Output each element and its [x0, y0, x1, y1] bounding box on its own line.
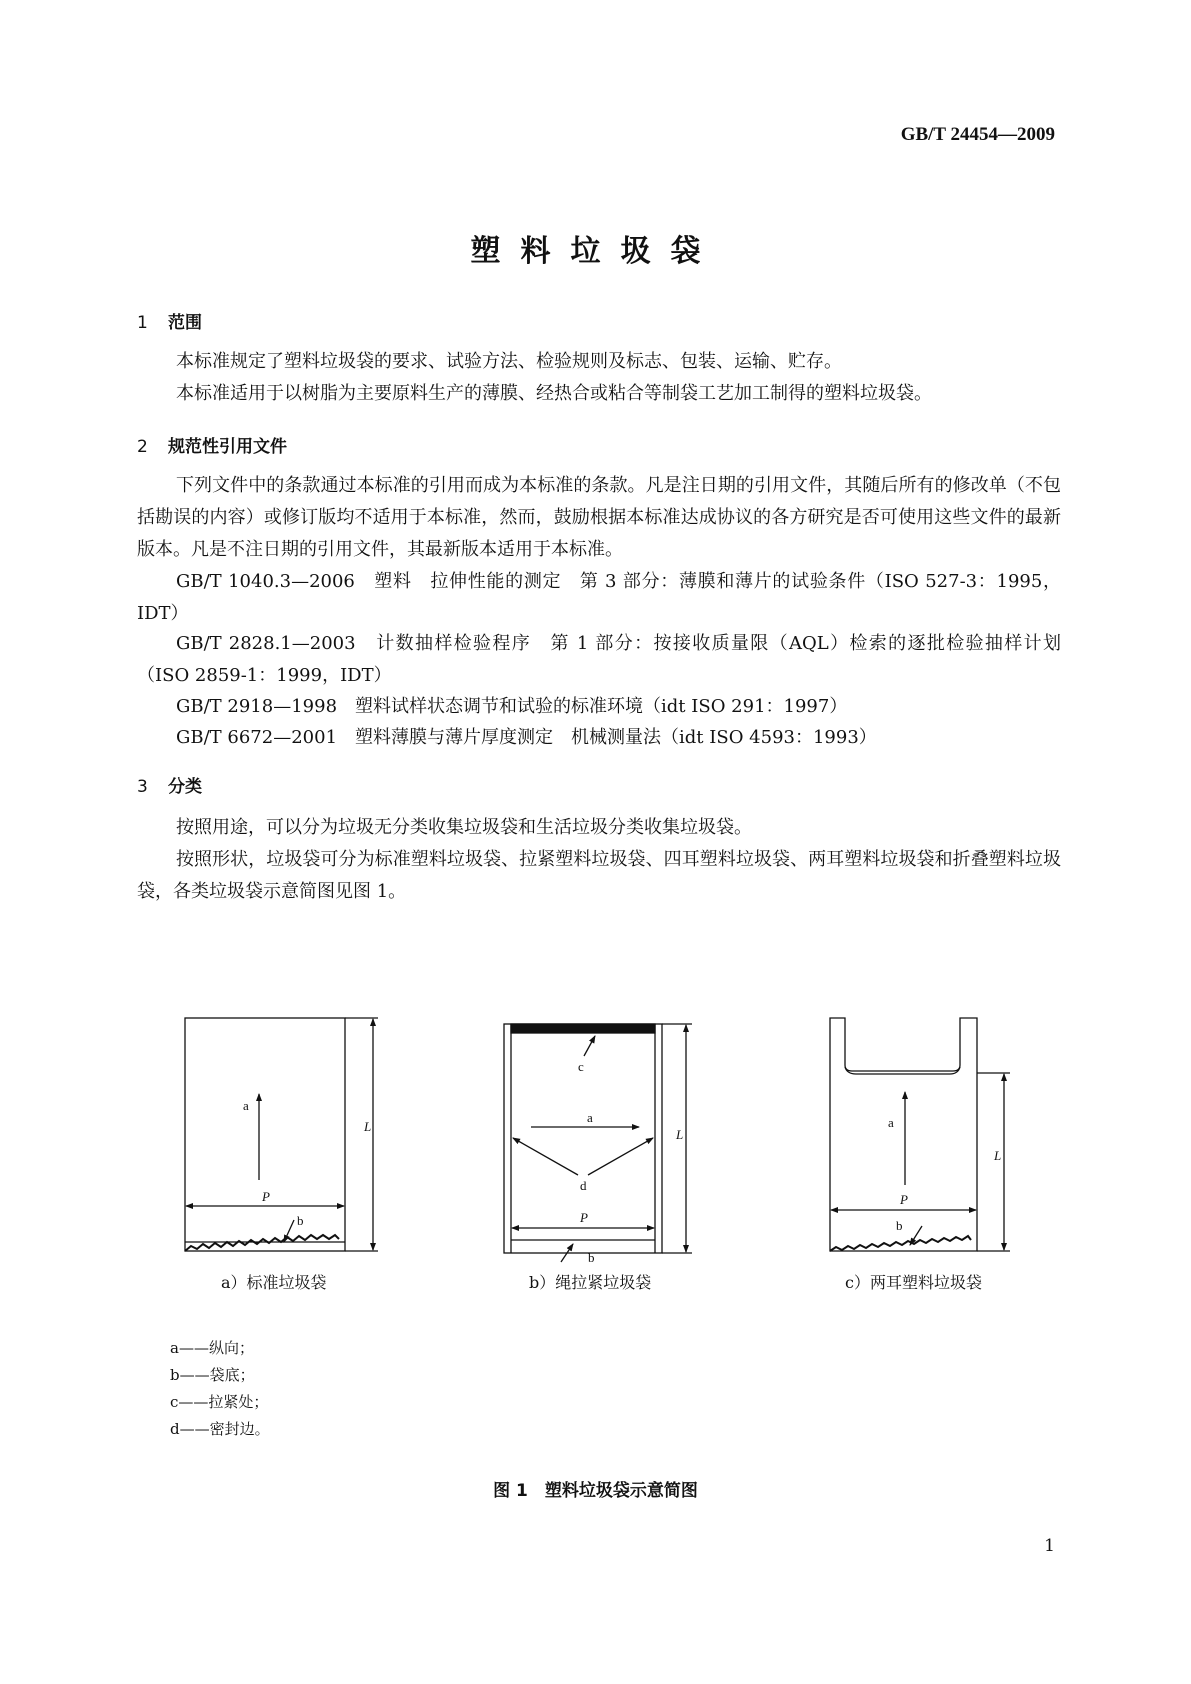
section-number: 2: [137, 437, 148, 457]
reference-item: GB/T 2918—1998 塑料试样状态调节和试验的标准环境（idt ISO 291：1997）: [176, 696, 848, 717]
label-d: d: [580, 1178, 587, 1193]
section-number: 3: [137, 777, 148, 797]
key-item: c——拉紧处；: [170, 1393, 269, 1411]
subcaption-a: a）标准垃圾袋: [221, 1273, 327, 1292]
paragraph: 按照形状，垃圾袋可分为标准塑料垃圾袋、拉紧塑料垃圾袋、四耳塑料垃圾袋、两耳塑料垃圾袋和折叠塑料垃圾袋，各类垃圾袋示意简图见图 1。: [137, 849, 1061, 902]
label-P: P: [262, 1189, 270, 1204]
key-item: d——密封边。: [170, 1420, 270, 1438]
label-a: a: [243, 1098, 249, 1113]
bag-bottom-crease: [830, 1236, 971, 1251]
bag-b-drawstring: [504, 1024, 692, 1262]
section-title: 范围: [168, 313, 202, 333]
label-b: b: [896, 1218, 903, 1233]
label-b: b: [297, 1213, 304, 1228]
seal-leader-left: [513, 1138, 578, 1175]
label-a: a: [587, 1110, 593, 1125]
paragraph: 下列文件中的条款通过本标准的引用而成为本标准的条款。凡是注日期的引用文件，其随后所有的修改单（不包括勘误的内容）或修订版均不适用于本标准，然而，鼓励根据本标准达成协议的各方研究是否可使用这些文件的最新版本。凡是不注日期的引用文件，其最新版本适用于本标准。: [137, 475, 1061, 560]
document-title: 塑料垃圾袋: [470, 234, 721, 269]
label-P: P: [580, 1210, 588, 1225]
seal-leader-right: [588, 1138, 653, 1175]
label-L: L: [994, 1148, 1002, 1163]
section-title: 规范性引用文件: [168, 437, 287, 457]
bag-outline: [185, 1018, 345, 1251]
standard-code: GB/T 24454—2009: [900, 124, 1055, 145]
subcaption-b: b）绳拉紧垃圾袋: [529, 1273, 652, 1292]
figure-1-diagram: [0, 1000, 1191, 1300]
label-c: c: [578, 1059, 584, 1074]
bag-bottom-crease: [185, 1235, 339, 1251]
figure-1: [0, 1000, 1191, 1300]
page-number: 1: [1044, 1536, 1055, 1556]
reference-item: GB/T 1040.3—2006 塑料 拉伸性能的测定 第 3 部分：薄膜和薄片的试验条件（ISO 527-3：1995，IDT）: [137, 571, 1061, 624]
paragraph: 本标准规定了塑料垃圾袋的要求、试验方法、检验规则及标志、包装、运输、贮存。: [176, 351, 842, 372]
section-2-heading: [137, 432, 287, 457]
reference-item: GB/T 2828.1—2003 计数抽样检验程序 第 1 部分：按接收质量限（AQL）检索的逐批检验抽样计划（ISO 2859-1：1999，IDT）: [137, 633, 1061, 686]
section-number: 1: [137, 313, 148, 333]
label-P: P: [900, 1192, 908, 1207]
label-b: b: [588, 1250, 595, 1265]
label-a: a: [888, 1115, 894, 1130]
bag-outline: [830, 1018, 977, 1251]
reference-item: GB/T 6672—2001 塑料薄膜与薄片厚度测定 机械测量法（idt ISO 4593：1993）: [176, 727, 877, 748]
paragraph: 本标准适用于以树脂为主要原料生产的薄膜、经热合或粘合等制袋工艺加工制得的塑料垃圾袋。: [176, 383, 932, 404]
subcaption-c: c）两耳塑料垃圾袋: [845, 1273, 982, 1292]
drawstring-leader: [584, 1036, 595, 1056]
bag-a-standard: [185, 1018, 378, 1251]
section-title: 分类: [168, 777, 202, 797]
bag-c-two-ear: [830, 1018, 1010, 1251]
section-3-heading: [137, 772, 202, 797]
key-item: b——袋底；: [170, 1366, 255, 1384]
label-L: L: [364, 1119, 372, 1134]
figure-caption: 图 1 塑料垃圾袋示意简图: [493, 1481, 698, 1501]
section-1-heading: [137, 308, 202, 333]
label-L: L: [676, 1127, 684, 1142]
paragraph: 按照用途，可以分为垃圾无分类收集垃圾袋和生活垃圾分类收集垃圾袋。: [176, 817, 752, 838]
key-item: a——纵向；: [170, 1339, 254, 1357]
drawstring-band: [511, 1024, 655, 1033]
